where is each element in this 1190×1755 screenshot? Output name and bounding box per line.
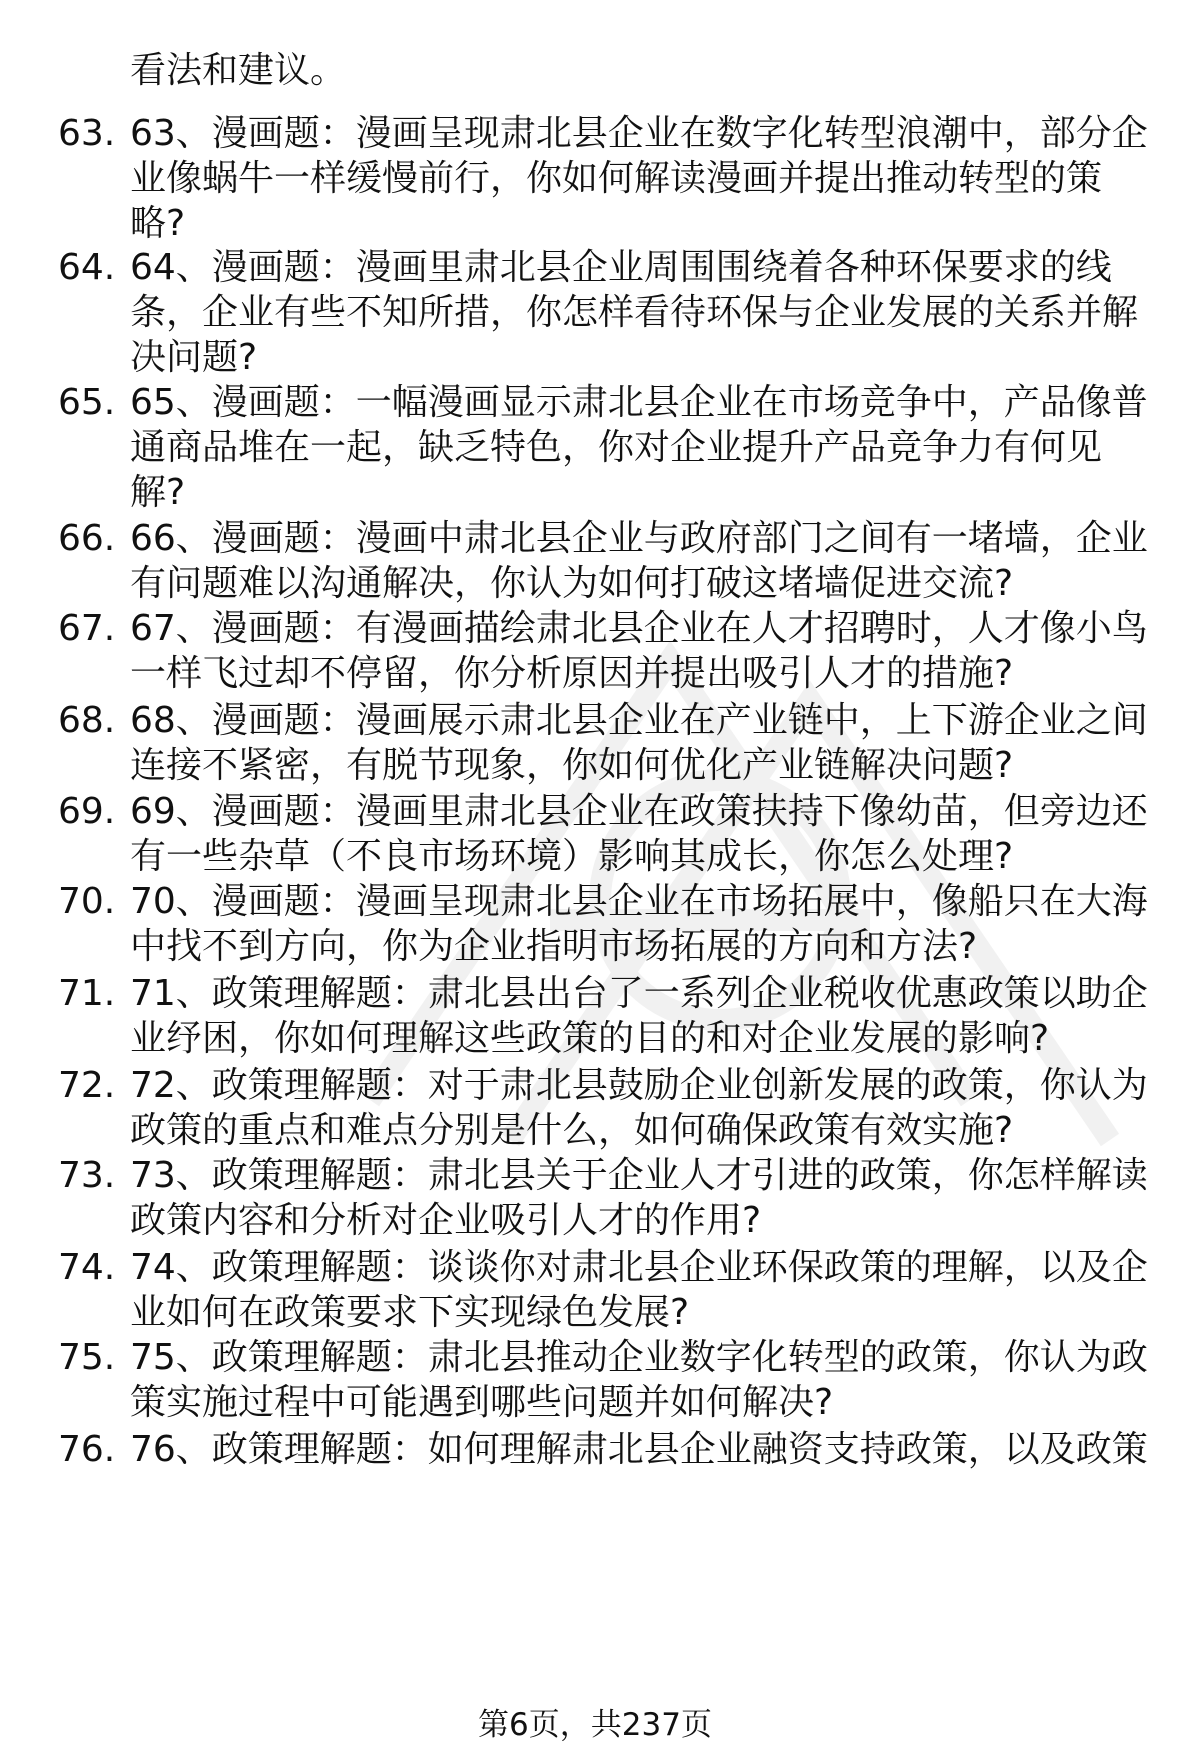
item-text: 74、政策理解题：谈谈你对肃北县企业环保政策的理解，以及企业如何在政策要求下实现绿色发展? xyxy=(130,1247,1148,1333)
continuation-text: 看法和建议。 xyxy=(130,50,347,91)
item-text: 65、漫画题：一幅漫画显示肃北县企业在市场竞争中，产品像普通商品堆在一起，缺乏特色，你对企业提升产品竞争力有何见解? xyxy=(130,382,1148,513)
item-text: 76、政策理解题：如何理解肃北县企业融资支持政策，以及政策 xyxy=(130,1429,1148,1470)
item-number: 73. xyxy=(58,1155,116,1196)
item-number: 66. xyxy=(58,518,116,559)
item-number: 63. xyxy=(58,113,116,154)
item-text: 64、漫画题：漫画里肃北县企业周围围绕着各种环保要求的线条，企业有些不知所措，你怎样看待环保与企业发展的关系并解决问题? xyxy=(130,247,1139,378)
item-number: 76. xyxy=(58,1429,116,1470)
item-number: 69. xyxy=(58,791,116,832)
item-text: 70、漫画题：漫画呈现肃北县企业在市场拓展中，像船只在大海中找不到方向，你为企业指明市场拓展的方向和方法? xyxy=(130,881,1148,967)
item-number: 67. xyxy=(58,608,116,649)
page-footer: 第6页，共237页 xyxy=(478,1707,712,1743)
item-text: 71、政策理解题：肃北县出台了一系列企业税收优惠政策以助企业纾困，你如何理解这些政策的目的和对企业发展的影响? xyxy=(130,973,1148,1059)
item-number: 75. xyxy=(58,1337,116,1378)
item-number: 74. xyxy=(58,1247,116,1288)
item-number: 64. xyxy=(58,247,116,288)
item-text: 68、漫画题：漫画展示肃北县企业在产业链中，上下游企业之间连接不紧密，有脱节现象，你如何优化产业链解决问题? xyxy=(130,700,1148,786)
item-number: 70. xyxy=(58,881,116,922)
item-text: 73、政策理解题：肃北县关于企业人才引进的政策，你怎样解读政策内容和分析对企业吸引人才的作用? xyxy=(130,1155,1148,1241)
item-text: 75、政策理解题：肃北县推动企业数字化转型的政策，你认为政策实施过程中可能遇到哪些问题并如何解决? xyxy=(130,1337,1148,1423)
item-number: 71. xyxy=(58,973,116,1014)
item-text: 63、漫画题：漫画呈现肃北县企业在数字化转型浪潮中，部分企业像蜗牛一样缓慢前行，你如何解读漫画并提出推动转型的策略? xyxy=(130,113,1148,244)
item-text: 69、漫画题：漫画里肃北县企业在政策扶持下像幼苗，但旁边还有一些杂草（不良市场环境）影响其成长，你怎么处理? xyxy=(130,791,1148,877)
item-text: 72、政策理解题：对于肃北县鼓励企业创新发展的政策，你认为政策的重点和难点分别是什么，如何确保政策有效实施? xyxy=(130,1065,1148,1151)
item-text: 66、漫画题：漫画中肃北县企业与政府部门之间有一堵墙，企业有问题难以沟通解决，你认为如何打破这堵墙促进交流? xyxy=(130,518,1148,604)
item-number: 65. xyxy=(58,382,116,423)
item-number: 72. xyxy=(58,1065,116,1106)
item-number: 68. xyxy=(58,700,116,741)
item-text: 67、漫画题：有漫画描绘肃北县企业在人才招聘时，人才像小鸟一样飞过却不停留，你分析原因并提出吸引人才的措施? xyxy=(130,608,1148,694)
